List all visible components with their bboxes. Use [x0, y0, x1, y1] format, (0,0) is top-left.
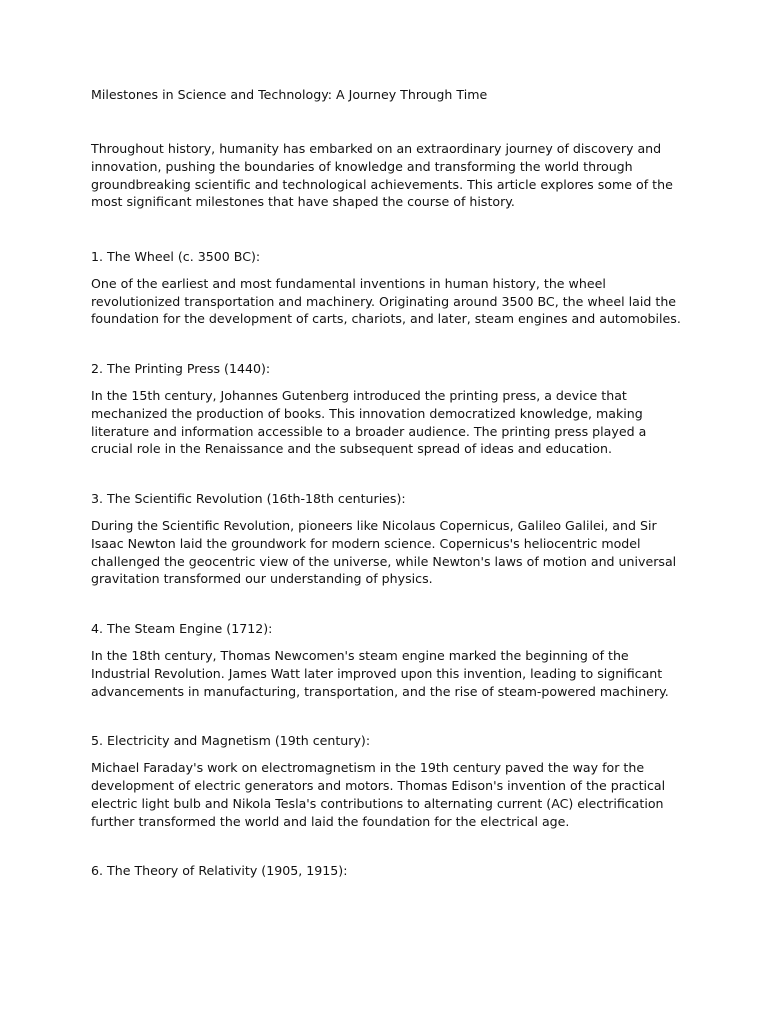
document-title: Milestones in Science and Technology: A Journey Through Time	[91, 87, 488, 102]
section-heading: 1. The Wheel (c. 3500 BC):	[91, 249, 261, 264]
section-heading: 4. The Steam Engine (1712):	[91, 621, 273, 637]
section-6	[91, 862, 681, 880]
section-3	[91, 490, 681, 588]
section-body: Michael Faraday's work on electromagnetism in the 19th century paved the way for the development of electric generators and motors. Thomas Edison's invention of the practical electric light bulb and Nikola Tesla's contributions to alternating current (AC) electrification further transformed the world and laid the foundation for the electrical age.	[91, 760, 666, 829]
section-heading: 6. The Theory of Relativity (1905, 1915):	[91, 863, 348, 879]
section-4	[91, 620, 681, 700]
section-heading: 5. Electricity and Magnetism (19th century):	[91, 733, 371, 749]
sections-list	[91, 248, 681, 912]
section-body: In the 18th century, Thomas Newcomen's steam engine marked the beginning of the Industrial Revolution. James Watt later improved upon this invention, leading to significant advancements in manufacturing, transportation, and the rise of steam-powered machinery.	[91, 647, 669, 699]
section-2	[91, 360, 681, 458]
intro-paragraph: Throughout history, humanity has embarked on an extraordinary journey of discovery and innovation, pushing the boundaries of knowledge and transforming the world through groundbreaking scientific and technological achievements. This article explores some of the most significant milestones that have shaped the course of history.	[91, 141, 673, 210]
section-heading: 2. The Printing Press (1440):	[91, 361, 271, 377]
section-body: During the Scientific Revolution, pioneers like Nicolaus Copernicus, Galileo Galilei, and Sir Isaac Newton laid the groundwork for modern science. Copernicus's heliocentric model challenged the geocentric view of the universe, while Newton's laws of motion and universal gravitation transformed our understanding of physics.	[91, 517, 677, 587]
section-body: One of the earliest and most fundamental inventions in human history, the wheel revolutionized transportation and machinery. Originating around 3500 BC, the wheel laid the foundation for the development of carts, chariots, and later, steam engines and automobiles.	[91, 275, 681, 327]
section-1	[91, 248, 681, 328]
section-5	[91, 732, 681, 830]
section-body: In the 15th century, Johannes Gutenberg introduced the printing press, a device that mechanized the production of books. This innovation democratized knowledge, making literature and information accessible to a broader audience. The printing press played a crucial role in the Renaissance and the subsequent spread of ideas and education.	[91, 387, 647, 457]
section-heading: 3. The Scientific Revolution (16th-18th centuries):	[91, 491, 406, 507]
